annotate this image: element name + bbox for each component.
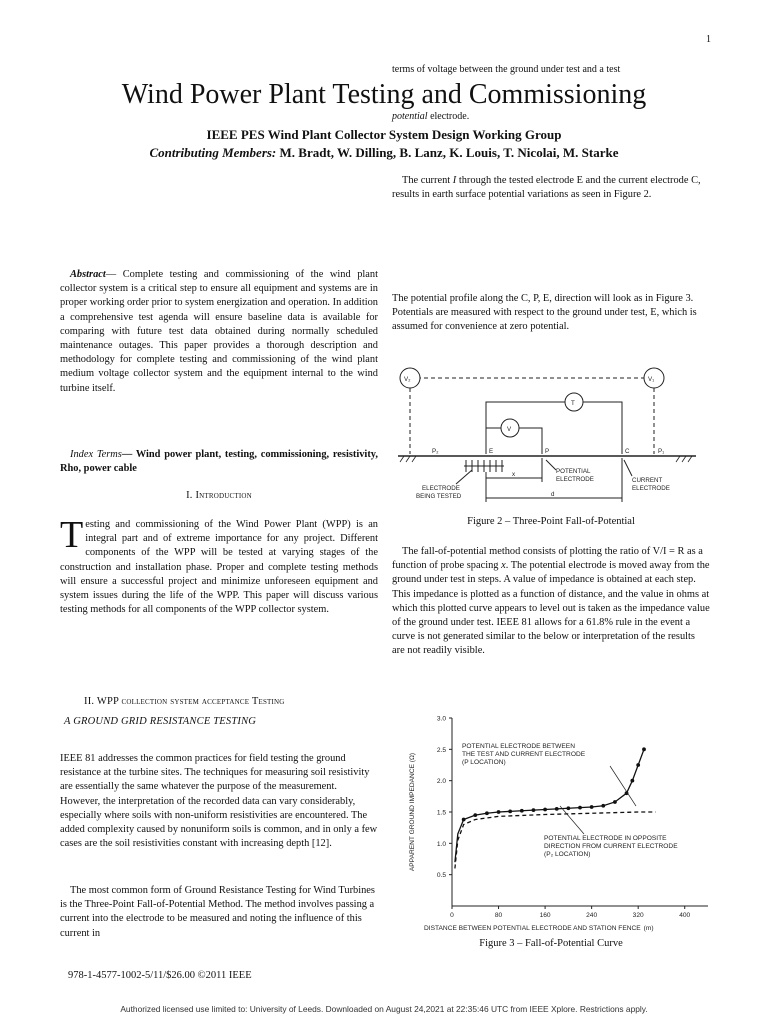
members-names: M. Bradt, W. Dilling, B. Lanz, K. Louis, T. Nicolai, M. Starke: [276, 145, 619, 160]
abstract: [60, 268, 378, 396]
fig3-data-point: [566, 806, 570, 810]
fig3-data-point: [642, 747, 646, 751]
figure-3-caption: Figure 3 – Fall-of-Potential Curve: [479, 938, 623, 949]
current-paragraph: [392, 174, 710, 202]
current-text-b: through the tested electrode E and the current electrode C, results in earth surface potential variations as seen in Figure 2.: [392, 175, 701, 201]
fig3-data-point: [485, 811, 489, 815]
fig2-tested-pointer: [456, 470, 472, 484]
fig2-label-p1: P₁: [658, 448, 665, 455]
fig3-y-tick-label: 0.5: [436, 872, 446, 880]
fig3-data-point: [613, 800, 617, 804]
current-symbol: I: [452, 175, 457, 186]
fig3-x-tick-label: 160: [539, 912, 551, 919]
fig2-current-pointer: [624, 460, 632, 476]
fig3-x-tick-label: 80: [494, 912, 503, 919]
fop-x: x: [501, 560, 506, 572]
contributing-members: [0, 145, 768, 161]
fig3-annotation-p2-1: POTENTIAL ELECTRODE IN OPPOSITE: [544, 835, 667, 842]
footer-isbn: 978-1-4577-1002-5/11/$26.00 ©2011 IEEE: [68, 970, 252, 981]
fig3-annotation-p-3: (P LOCATION): [462, 759, 506, 766]
fig2-wire-t-right: [582, 402, 622, 454]
fig2-ground-hatch: [400, 456, 692, 462]
dropcap: T: [60, 514, 84, 556]
fig2-potential-pointer: [546, 460, 556, 470]
ieee81-paragraph: IEEE 81 addresses the common practices for field testing the ground resistance at the turbine sites. The techniques for measuring soil resistivity are essentially the same whatever the purpose of the measurement. However, the interpretation of the recorded data can vary considerably, especially where soils with non-uniform resistivities are encountered. The added complexity caused by nonuniform soils is common, and in only a few cases are the soil resistivities constant with increasing depth [12].: [60, 753, 378, 850]
fig3-data-point: [543, 808, 547, 812]
fig3-data-point: [520, 809, 524, 813]
fig3-pointer-p2: [560, 806, 584, 834]
fop-text-b: . The potential electrode is moved away from the ground under test in steps. A value of impedance is obtained at each step. This impedance is plotted as a function of distance, and the value in ohms at which this plotted curve appears to level out is taken as the impedance value of the ground under test. IEEE 81 allows for a 61.8% rule in the event a curve is not generated similar to the below or interpretation of the results are not readily visible.: [392, 560, 710, 657]
fig3-data-point: [532, 808, 536, 812]
fig3-data-point: [473, 813, 477, 817]
fig2-label-potential-2: ELECTRODE: [556, 476, 594, 483]
fig2-label-tested-1: ELECTRODE: [422, 485, 460, 492]
authorized-use-notice: Authorized licensed use limited to: University of Leeds. Downloaded on August 24,2021 at 22:35:46 UTC from IEEE Xplore. Restrictions apply.: [120, 1004, 648, 1014]
working-group: IEEE PES Wind Plant Collector System Design Working Group: [206, 127, 562, 142]
electrode-word: electrode.: [427, 111, 470, 122]
fig3-annotation-p-1: POTENTIAL ELECTRODE BETWEEN: [462, 743, 575, 750]
subsection-a-heading: A GROUND GRID RESISTANCE TESTING: [64, 716, 257, 727]
fig3-data-point: [590, 805, 594, 809]
fig2-label-v: V: [507, 426, 512, 433]
fig2-label-p2: P₂: [432, 448, 439, 455]
index-terms-label: Index Terms: [70, 449, 122, 460]
fall-of-potential-paragraph: [392, 545, 710, 659]
index-terms: [60, 448, 378, 476]
fig2-label-current-2: ELECTRODE: [632, 485, 670, 492]
fig3-data-point: [555, 807, 559, 811]
fig2-label-e: E: [489, 448, 494, 455]
members-label: Contributing Members:: [149, 145, 277, 160]
page-number: 1: [706, 34, 711, 45]
fig2-label-x: x: [512, 471, 516, 478]
figure-2-caption: Figure 2 – Three-Point Fall-of-Potential: [467, 516, 635, 527]
fig2-label-t: T: [571, 400, 575, 407]
fig2-label-current-1: CURRENT: [632, 477, 663, 484]
fig3-annotation-p2-2: DIRECTION FROM CURRENT ELECTRODE: [544, 843, 678, 850]
right-column-top-line: terms of voltage between the ground under test and a test: [392, 64, 621, 75]
fig2-wire-v-right: [518, 428, 542, 454]
fig3-y-axis-label: APPARENT GROUND IMPEDANCE (Ω): [409, 752, 416, 872]
fig3-x-axis-label: [424, 925, 654, 932]
fig3-data-point: [497, 810, 501, 814]
italic-potential: potential: [392, 111, 428, 122]
fig3-y-tick-label: 1.5: [436, 809, 446, 817]
fig3-data-point: [636, 763, 640, 767]
fig2-label-d: d: [551, 491, 555, 498]
common-form-paragraph: The most common form of Ground Resistance Testing for Wind Turbines is the Three-Point Fall-of-Potential Method. The method involves passing a current into the electrode to be measured and noting the influence of this current in: [60, 885, 375, 939]
section-2-heading: II. WPP collection system acceptance Testing: [84, 696, 285, 707]
current-text-a: The current: [402, 175, 453, 186]
introduction-paragraph: [60, 514, 378, 617]
figure-2-diagram: [396, 366, 702, 506]
paper-title: Wind Power Plant Testing and Commissioning: [121, 79, 647, 110]
fig3-x-tick-label: 320: [632, 912, 644, 919]
fig3-data-point: [578, 806, 582, 810]
fig2-label-tested-2: BEING TESTED: [416, 493, 462, 500]
fig3-y-tick-label: 2.5: [436, 746, 446, 754]
figure-3-chart: [400, 708, 720, 934]
fig3-x-tick-label: 0: [450, 912, 454, 919]
fig3-y-tick-label: 1.0: [436, 840, 446, 848]
fig3-annotation-p-2: THE TEST AND CURRENT ELECTRODE: [462, 751, 586, 758]
fig3-pointer-p: [610, 766, 636, 806]
fig3-x-tick-label: 240: [586, 912, 598, 919]
fig3-x-tick-label: 400: [679, 912, 691, 919]
fig2-label-c: C: [625, 448, 630, 455]
fig2-label-potential-1: POTENTIAL: [556, 468, 591, 475]
fig3-x-label-text: DISTANCE BETWEEN POTENTIAL ELECTRODE AND STATION FENCE: [424, 925, 641, 932]
fig3-data-point: [630, 779, 634, 783]
fig3-data-point: [462, 818, 466, 822]
index-terms-text: — Wind power plant, testing, commissioning, resistivity, Rho, power cable: [60, 449, 378, 475]
profile-paragraph: The potential profile along the C, P, E, direction will look as in Figure 3. Potentials are measured with respect to the ground under test, E, which is assumed for convenience at zero potential.: [392, 293, 697, 333]
fig3-data-point: [508, 809, 512, 813]
section-1-heading: I. Introduction: [186, 490, 252, 501]
fig3-data-point: [601, 804, 605, 808]
fig3-y-tick-label: 3.0: [436, 715, 446, 723]
fig3-annotation-p2-3: (P₂ LOCATION): [544, 851, 591, 858]
fig3-y-tick-label: 2.0: [436, 778, 446, 786]
fig3-x-label-unit: (m): [643, 925, 654, 932]
fig2-label-v1: V₁: [648, 376, 655, 383]
fig2-label-v2: V₂: [404, 376, 411, 383]
abstract-label: Abstract: [70, 269, 106, 280]
abstract-text: — Complete testing and commissioning of the wind plant collector system is a critical step to ensure all equipment and systems are in proper working order prior to system energization and operation. In addition a comprehensive test agenda will ensure baseline data is available for comparing with future test data obtained during normally scheduled maintenance outages. This paper provides a thorough description and methodology for complete testing and commissioning of the wind plant medium voltage collector system and the equipment internal to the wind turbine itself.: [60, 269, 378, 394]
right-column-top-line-2: [392, 111, 469, 122]
intro-text: esting and commissioning of the Wind Power Plant (WPP) is an integral part and of extreme importance for any project. Different components of the WPP will be tested at varying stages of the construction and installation phase. Proper and complete testing methods will ensure a successful project and minimize unforeseen equipment and system issues during the life of the WPP. This paper will discuss various testing methods for all components of the WPP collector system.: [60, 519, 378, 616]
fig2-label-p: P: [545, 448, 550, 455]
fop-text-a: The fall-of-potential method consists of plotting the ratio of V/I = R as a function of probe spacing: [392, 546, 703, 572]
